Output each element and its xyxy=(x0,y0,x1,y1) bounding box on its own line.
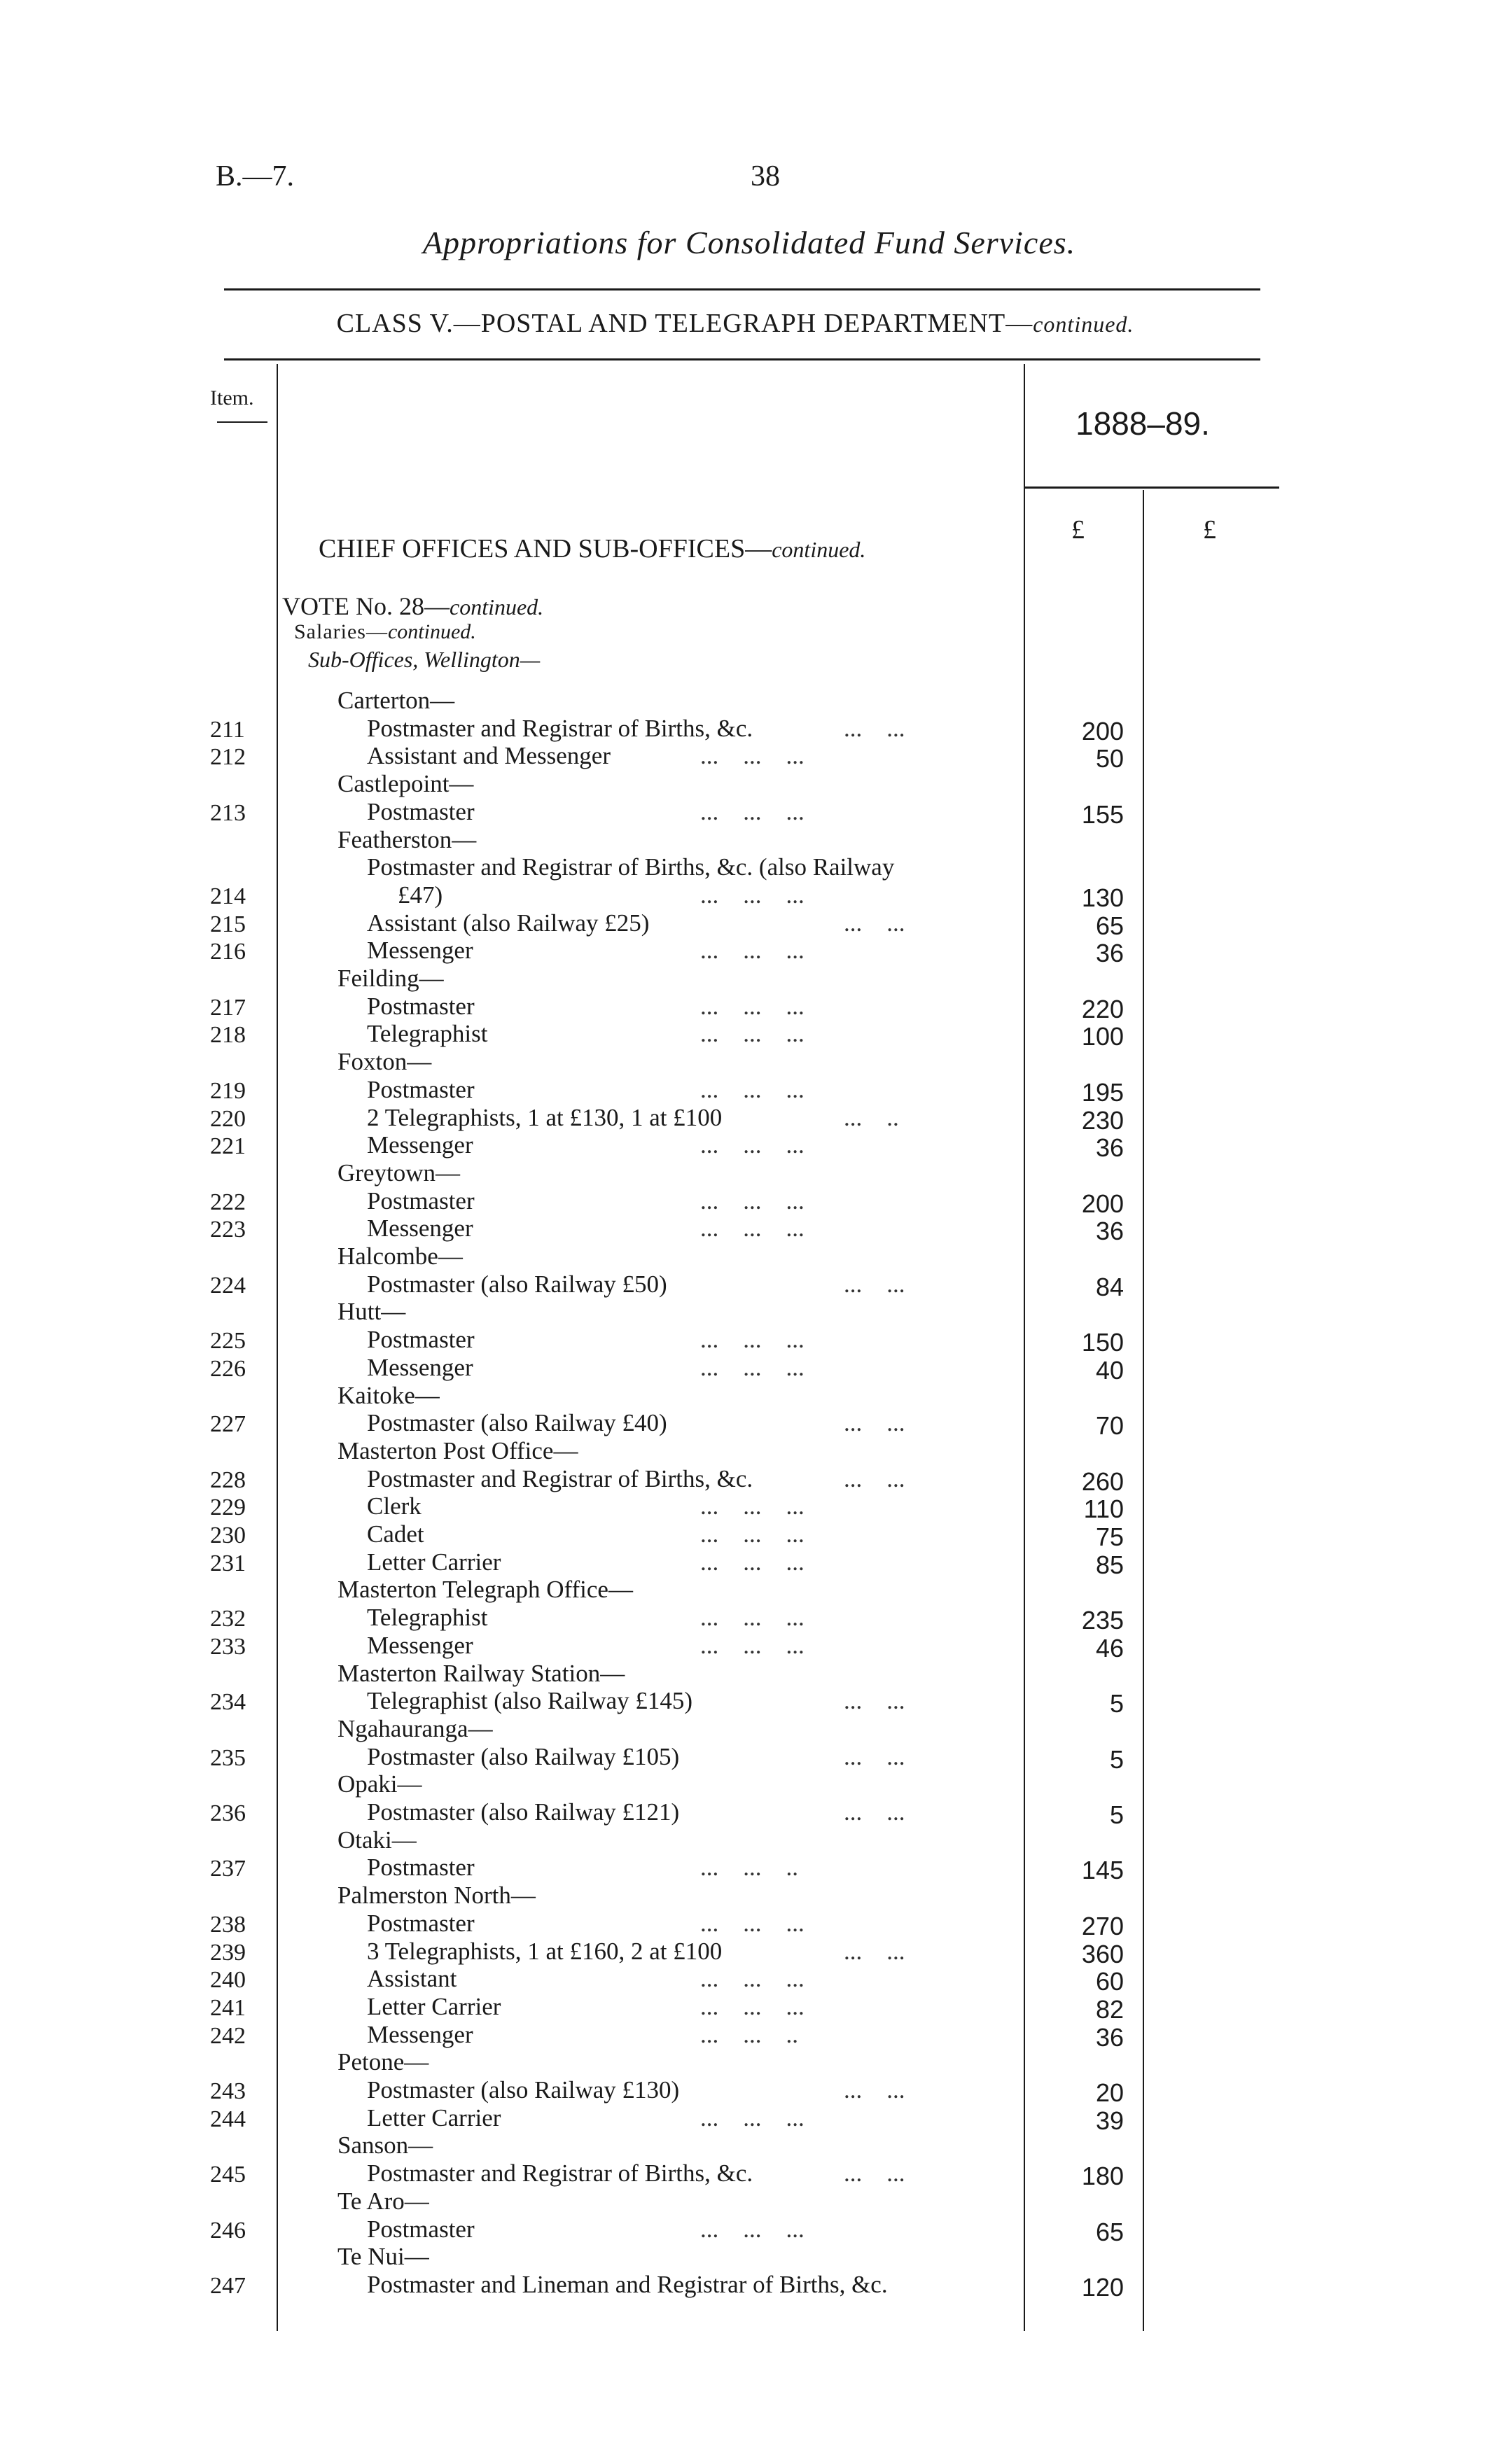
amount-value: 120 xyxy=(1081,2273,1124,2302)
item-number: 224 xyxy=(210,1273,246,1298)
vote-heading-suffix: continued. xyxy=(449,594,544,620)
row-label: Postmaster xyxy=(367,1187,475,1214)
currency-symbol-1: £ xyxy=(1071,515,1085,545)
leader-dots: ... ... xyxy=(844,1743,905,1770)
leader-dots: ... ... xyxy=(844,1687,905,1714)
year-column-header: 1888–89. xyxy=(1075,405,1210,442)
leader-dots: ... ... ... xyxy=(700,993,805,1020)
leader-dots: ... ... ... xyxy=(700,1548,805,1576)
page-number: 38 xyxy=(751,160,780,192)
row-label: Postmaster xyxy=(367,993,475,1020)
amount-value: 70 xyxy=(1095,1411,1124,1440)
place-heading: Te Aro— xyxy=(337,2188,429,2215)
leader-dots: ... ... ... xyxy=(700,1604,805,1631)
section-heading-suffix: continued. xyxy=(772,537,866,562)
place-heading: Ngahauranga— xyxy=(337,1715,493,1742)
row-label: Postmaster xyxy=(367,1076,475,1103)
amount-value: 65 xyxy=(1095,911,1124,940)
suboffices-heading: Sub-Offices, Wellington— xyxy=(308,647,541,672)
item-number: 211 xyxy=(210,717,245,743)
row-label: Postmaster (also Railway £105) xyxy=(367,1743,680,1770)
leader-dots: ... ... ... xyxy=(700,1492,805,1520)
row-label: 3 Telegraphists, 1 at £160, 2 at £100 xyxy=(367,1938,723,1965)
amount-value: 260 xyxy=(1081,1467,1124,1496)
row-label: Assistant xyxy=(367,1965,457,1992)
row-label: Postmaster (also Railway £40) xyxy=(367,1409,667,1436)
place-heading: Hutt— xyxy=(337,1298,406,1325)
currency-symbol-2: £ xyxy=(1203,515,1216,545)
row-label: Postmaster xyxy=(367,2216,475,2243)
row-label: Letter Carrier xyxy=(367,1548,501,1576)
item-number: 228 xyxy=(210,1467,246,1493)
row-label: Postmaster and Registrar of Births, &c. xyxy=(367,1465,753,1492)
class-title xyxy=(210,308,1260,339)
item-number: 216 xyxy=(210,939,246,965)
rule-item-column xyxy=(277,364,278,2331)
amount-value: 65 xyxy=(1095,2218,1124,2246)
amount-value: 270 xyxy=(1081,1912,1124,1940)
salaries-heading-text: Salaries— xyxy=(294,620,388,643)
item-number: 246 xyxy=(210,2218,246,2244)
leader-dots: ... ... ... xyxy=(700,1214,805,1242)
item-number: 230 xyxy=(210,1522,246,1548)
leader-dots: ... ... ... xyxy=(700,2104,805,2132)
amount-value: 200 xyxy=(1081,1189,1124,1218)
item-number: 219 xyxy=(210,1078,246,1104)
item-column-header: Item. xyxy=(210,386,254,410)
row-label: Postmaster xyxy=(367,1910,475,1937)
leader-dots: ... ... ... xyxy=(700,1076,805,1103)
amount-value: 5 xyxy=(1109,1689,1124,1718)
item-number: 226 xyxy=(210,1356,246,1382)
amount-value: 230 xyxy=(1081,1106,1124,1135)
leader-dots: ... ... ... xyxy=(700,1326,805,1353)
amount-value: 39 xyxy=(1095,2106,1124,2135)
class-title-suffix: continued. xyxy=(1033,312,1134,337)
item-number: 240 xyxy=(210,1967,246,1993)
leader-dots: ... ... ... xyxy=(700,937,805,964)
row-label: £47) xyxy=(398,881,443,909)
rule-amount-column xyxy=(1024,364,1025,2331)
item-number: 218 xyxy=(210,1022,246,1048)
leader-dots: ... ... ... xyxy=(700,1910,805,1937)
amount-value: 180 xyxy=(1081,2162,1124,2190)
row-label: Assistant and Messenger xyxy=(367,742,611,769)
row-label: Telegraphist (also Railway £145) xyxy=(367,1687,693,1714)
place-heading: Masterton Post Office— xyxy=(337,1437,578,1464)
amount-value: 100 xyxy=(1081,1022,1124,1051)
leader-dots: ... ... ... xyxy=(700,1520,805,1548)
page-title: Appropriations for Consolidated Fund Services. xyxy=(422,225,1076,260)
row-label: Assistant (also Railway £25) xyxy=(367,909,650,937)
row-label: Messenger xyxy=(367,1354,473,1381)
leader-dots: ... ... xyxy=(844,1465,905,1492)
row-label: Messenger xyxy=(367,1214,473,1242)
item-number: 236 xyxy=(210,1800,246,1826)
item-number: 242 xyxy=(210,2023,246,2049)
item-number: 241 xyxy=(210,1995,246,2021)
leader-dots: ... ... ... xyxy=(700,798,805,825)
rule-item-underline xyxy=(217,421,267,423)
place-heading: Halcombe— xyxy=(337,1242,463,1270)
leader-dots: ... ... ... xyxy=(700,1131,805,1158)
row-label: Messenger xyxy=(367,2021,473,2048)
leader-dots: ... ... xyxy=(844,2160,905,2187)
item-number: 233 xyxy=(210,1634,246,1660)
amount-value: 360 xyxy=(1081,1940,1124,1968)
amount-value: 5 xyxy=(1109,1745,1124,1774)
amount-value: 150 xyxy=(1081,1328,1124,1357)
salaries-heading-suffix: continued. xyxy=(387,620,476,643)
row-label: Postmaster (also Railway £121) xyxy=(367,1798,680,1826)
item-number: 220 xyxy=(210,1106,246,1132)
row-label: Postmaster xyxy=(367,1326,475,1353)
row-label: Postmaster and Lineman and Registrar of Births, &c. xyxy=(367,2271,888,2298)
leader-dots: ... ... ... xyxy=(700,742,805,769)
amount-value: 5 xyxy=(1109,1800,1124,1829)
item-number: 234 xyxy=(210,1689,246,1715)
row-label: 2 Telegraphists, 1 at £130, 1 at £100 xyxy=(367,1104,723,1131)
leader-dots: ... ... .. xyxy=(700,1854,798,1881)
amount-value: 235 xyxy=(1081,1606,1124,1634)
amount-value: 155 xyxy=(1081,800,1124,829)
leader-dots: ... ... xyxy=(844,2076,905,2104)
place-heading: Masterton Railway Station— xyxy=(337,1660,625,1687)
item-number: 222 xyxy=(210,1189,246,1215)
place-heading: Foxton— xyxy=(337,1048,432,1075)
vote-heading xyxy=(282,592,543,621)
leader-dots: ... ... xyxy=(844,1270,905,1298)
amount-value: 195 xyxy=(1081,1078,1124,1107)
item-number: 238 xyxy=(210,1912,246,1938)
amount-value: 200 xyxy=(1081,717,1124,746)
item-number: 245 xyxy=(210,2162,246,2188)
leader-dots: ... ... ... xyxy=(700,1020,805,1047)
amount-value: 36 xyxy=(1095,1133,1124,1162)
row-label: Postmaster (also Railway £50) xyxy=(367,1270,667,1298)
item-number: 231 xyxy=(210,1550,246,1576)
place-heading: Te Nui— xyxy=(337,2243,429,2270)
item-number: 227 xyxy=(210,1411,246,1437)
rule-header xyxy=(224,358,1260,360)
place-heading: Greytown— xyxy=(337,1159,460,1186)
item-number: 244 xyxy=(210,2106,246,2132)
item-number: 243 xyxy=(210,2078,246,2104)
place-heading: Kaitoke— xyxy=(337,1382,440,1409)
amount-value: 36 xyxy=(1095,939,1124,967)
item-number: 214 xyxy=(210,883,246,909)
item-number: 232 xyxy=(210,1606,246,1632)
amount-value: 85 xyxy=(1095,1550,1124,1579)
amount-value: 20 xyxy=(1095,2078,1124,2107)
place-heading: Masterton Telegraph Office— xyxy=(337,1576,633,1603)
item-number: 247 xyxy=(210,2273,246,2299)
place-heading: Feilding— xyxy=(337,965,444,992)
leader-dots: ... ... ... xyxy=(700,881,805,909)
place-heading: Featherston— xyxy=(337,826,477,853)
leader-dots: ... ... xyxy=(844,1798,905,1826)
amount-value: 40 xyxy=(1095,1356,1124,1385)
item-number: 221 xyxy=(210,1133,246,1159)
row-label: Letter Carrier xyxy=(367,2104,501,2132)
row-label: Messenger xyxy=(367,937,473,964)
place-heading: Petone— xyxy=(337,2048,429,2076)
rule-total-column xyxy=(1143,490,1144,2331)
item-number: 213 xyxy=(210,800,246,826)
leader-dots: ... .. xyxy=(844,1104,899,1131)
row-label: Postmaster and Registrar of Births, &c. xyxy=(367,2160,753,2187)
row-label: Telegraphist xyxy=(367,1604,488,1631)
leader-dots: ... ... xyxy=(844,1409,905,1436)
class-title-text: CLASS V.—POSTAL AND TELEGRAPH DEPARTMENT— xyxy=(336,309,1033,338)
amount-value: 220 xyxy=(1081,995,1124,1023)
rule-year xyxy=(1024,486,1279,489)
amount-value: 36 xyxy=(1095,2023,1124,2052)
leader-dots: ... ... ... xyxy=(700,1965,805,1992)
row-label: Postmaster xyxy=(367,798,475,825)
amount-value: 82 xyxy=(1095,1995,1124,2024)
item-number: 237 xyxy=(210,1856,246,1882)
place-heading: Otaki— xyxy=(337,1826,417,1854)
amount-value: 36 xyxy=(1095,1217,1124,1245)
row-label: Messenger xyxy=(367,1632,473,1659)
rule-top xyxy=(224,288,1260,290)
leader-dots: ... ... xyxy=(844,1938,905,1965)
row-label: Postmaster (also Railway £130) xyxy=(367,2076,680,2104)
place-heading: Carterton— xyxy=(337,687,455,714)
item-number: 212 xyxy=(210,744,246,770)
amount-value: 84 xyxy=(1095,1273,1124,1301)
place-heading: Castlepoint— xyxy=(337,770,474,797)
amount-value: 110 xyxy=(1083,1494,1124,1523)
vote-heading-text: VOTE No. 28— xyxy=(282,592,450,620)
item-number: 215 xyxy=(210,911,246,937)
place-heading: Palmerston North— xyxy=(337,1882,536,1909)
item-number: 225 xyxy=(210,1328,246,1354)
row-label: Cadet xyxy=(367,1520,424,1548)
document-reference: B.—7. xyxy=(216,160,295,192)
salaries-heading xyxy=(294,620,476,644)
amount-value: 130 xyxy=(1081,883,1124,912)
leader-dots: ... ... xyxy=(844,715,905,742)
leader-dots: ... ... ... xyxy=(700,1187,805,1214)
leader-dots: ... ... xyxy=(844,909,905,937)
leader-dots: ... ... .. xyxy=(700,2021,798,2048)
amount-value: 46 xyxy=(1095,1634,1124,1662)
place-heading: Opaki— xyxy=(337,1770,422,1798)
item-number: 239 xyxy=(210,1940,246,1966)
row-label: Messenger xyxy=(367,1131,473,1158)
row-label: Letter Carrier xyxy=(367,1993,501,2020)
amount-value: 75 xyxy=(1095,1522,1124,1551)
amount-value: 50 xyxy=(1095,744,1124,773)
place-heading: Sanson— xyxy=(337,2132,433,2159)
leader-dots: ... ... ... xyxy=(700,2216,805,2243)
amount-value: 145 xyxy=(1081,1856,1124,1884)
section-heading xyxy=(319,533,865,564)
row-label: Postmaster and Registrar of Births, &c. xyxy=(367,715,753,742)
item-number: 223 xyxy=(210,1217,246,1242)
section-heading-text: CHIEF OFFICES AND SUB-OFFICES— xyxy=(319,534,772,564)
item-number: 229 xyxy=(210,1494,246,1520)
leader-dots: ... ... ... xyxy=(700,1632,805,1659)
leader-dots: ... ... ... xyxy=(700,1993,805,2020)
item-number: 217 xyxy=(210,995,246,1021)
amount-value: 60 xyxy=(1095,1967,1124,1996)
row-label: Clerk xyxy=(367,1492,422,1520)
row-label: Postmaster xyxy=(367,1854,475,1881)
row-label: Telegraphist xyxy=(367,1020,488,1047)
item-number: 235 xyxy=(210,1745,246,1771)
leader-dots: ... ... ... xyxy=(700,1354,805,1381)
row-label: Postmaster and Registrar of Births, &c. (also Railway xyxy=(367,853,895,881)
